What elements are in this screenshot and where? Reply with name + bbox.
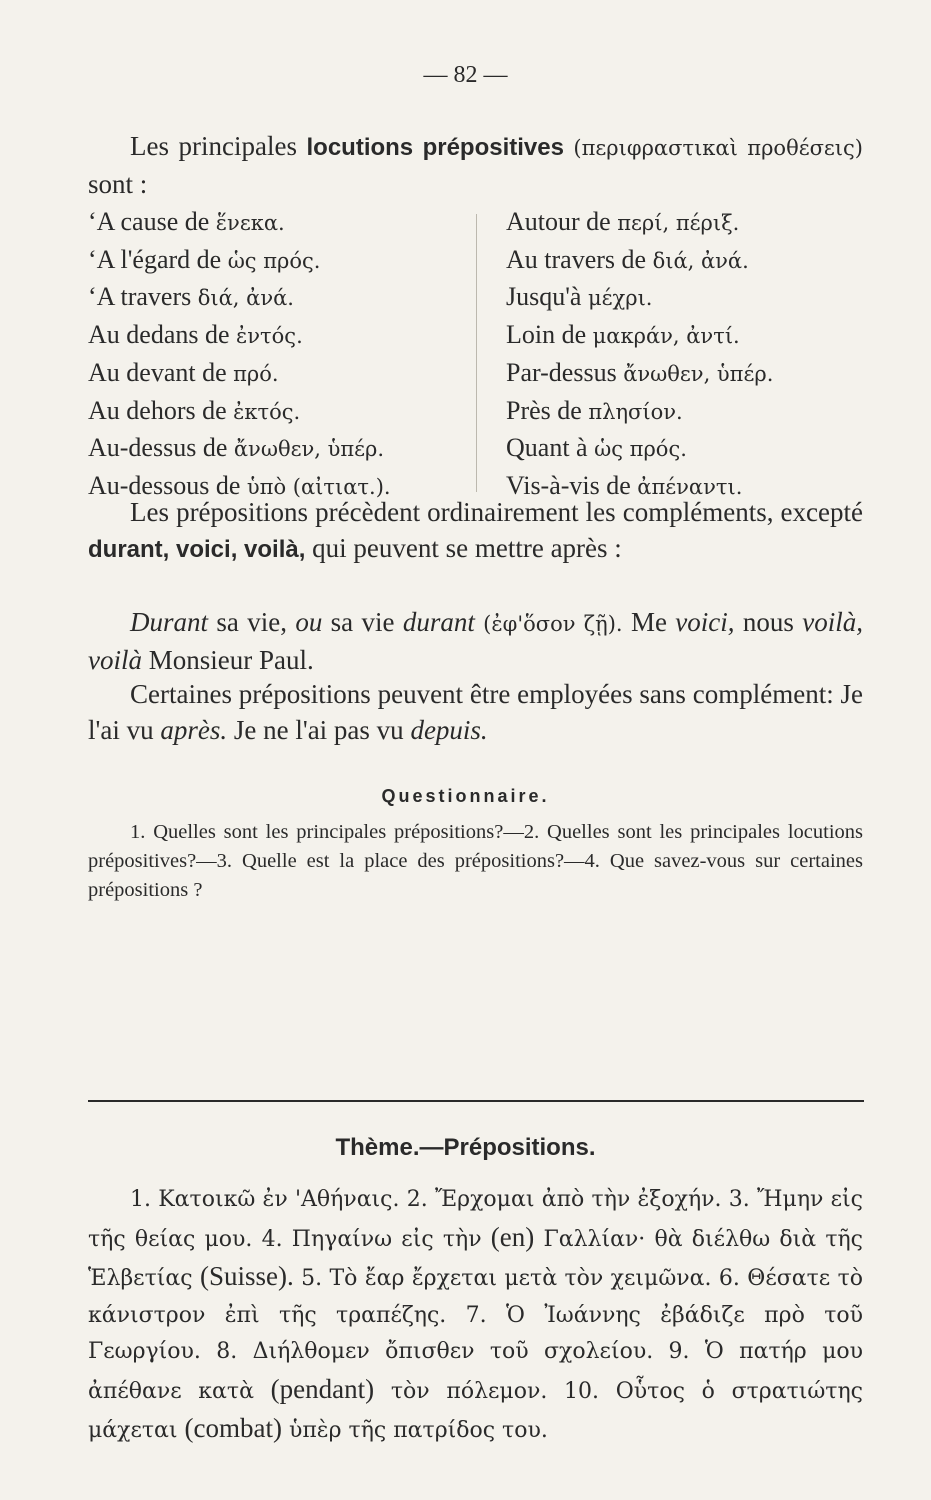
section-rule [88,1100,864,1102]
paragraph-position: Les prépositions précèdent ordinairement les compléments, excepté durant, voici, voilà, qui peuvent se mettre après : [88,497,863,563]
intro-text-end: sont : [88,169,148,199]
intro-text: Les principales [130,131,307,161]
locution-item: ʻA l'égard de ὡς πρός. [88,244,321,274]
theme-exercise: 1. Κατοικῶ ἐν 'Αθήναις. 2. Ἔρχομαι ἀπὸ τὴν ἐξοχήν. 3. Ἤμην εἰς τῆς θείας μου. 4. Πηγαίνω εἰς τὴν (en) Γαλλίαν· θὰ διέλθω διὰ τῆς Ἑλβετίας (Suisse). 5. Τὸ ἔαρ ἔρχεται μετὰ τὸν χειμῶνα. 6. Θέσατε τὸ κάνιστρον ἐπὶ τῆς τραπέζης. 7. Ὁ Ἰωάννης ἐβάδιζε πρὸ τοῦ Γεωργίου. 8. Διήλθομεν ὄπισθεν τοῦ σχολείου. 9. Ὁ πατήρ μου ἀπέθανε κατὰ (pendant) τὸν πόλεμον. 10. Οὗτος ὁ στρατιώτης μάχεται (combat) ὑπὲρ τῆς πατρίδος του. [88,1187,863,1443]
locution-item: Autour de περί, πέριξ. [506,207,740,236]
locution-item: Au devant de πρό. [88,357,279,387]
locution-item: ʻA cause de ἕνεκα. [88,207,285,236]
locutions-table [88,204,868,500]
locution-item: Au-dessous de ὑπὸ (αἰτιατ.). [88,470,391,500]
questionnaire-text: 1. Quelles sont les principales prépositions?—2. Quelles sont les principales locutions prépositives?—3. Quelle est la place des prépositions?—4. Que savez-vous sur certaines prépositions ? [88,821,863,901]
locution-item: Jusqu'à μέχρι. [506,282,653,312]
locution-item: Quant à ὡς πρός. [506,433,687,463]
page-number: — 82 — [423,62,508,88]
questionnaire-title: Questionnaire. [381,786,550,806]
intro-greek: (περιφραστικαὶ προθέσεις) [563,136,863,160]
theme-title: Thème.—Prépositions. [335,1134,596,1161]
intro-bold-term: locutions prépositives [306,134,564,161]
locution-item: Près de πλησίον. [506,395,683,425]
paragraph-examples: Durant sa vie, ou sa vie durant (ἐφ'ὅσον ζῇ). Me voici, nous voilà, voilà Monsieur Paul. [88,607,863,675]
locutions-left-column [88,204,478,506]
locution-item: ʻA travers διά, ἀνά. [88,282,294,312]
locution-item: Au travers de διά, ἀνά. [506,244,749,274]
locution-item: Au dedans de ἐντός. [88,320,303,350]
paragraph-sans-complement: Certaines prépositions peuvent être employées sans complément: Je l'ai vu après. Je ne l'ai pas vu depuis. [88,679,863,745]
locutions-right-column [506,204,868,506]
intro-paragraph [88,128,863,202]
column-divider [476,214,477,492]
locution-item: Au dehors de ἐκτός. [88,395,301,425]
locution-item: Loin de μακράν, ἀντί. [506,320,740,350]
locution-item: Par-dessus ἄνωθεν, ὑπέρ. [506,357,774,387]
bold-exceptions: durant, voici, voilà, [88,536,306,563]
locution-item: Au-dessus de ἄνωθεν, ὑπέρ. [88,433,385,463]
locution-item: Vis-à-vis de ἀπέναντι. [506,470,743,500]
